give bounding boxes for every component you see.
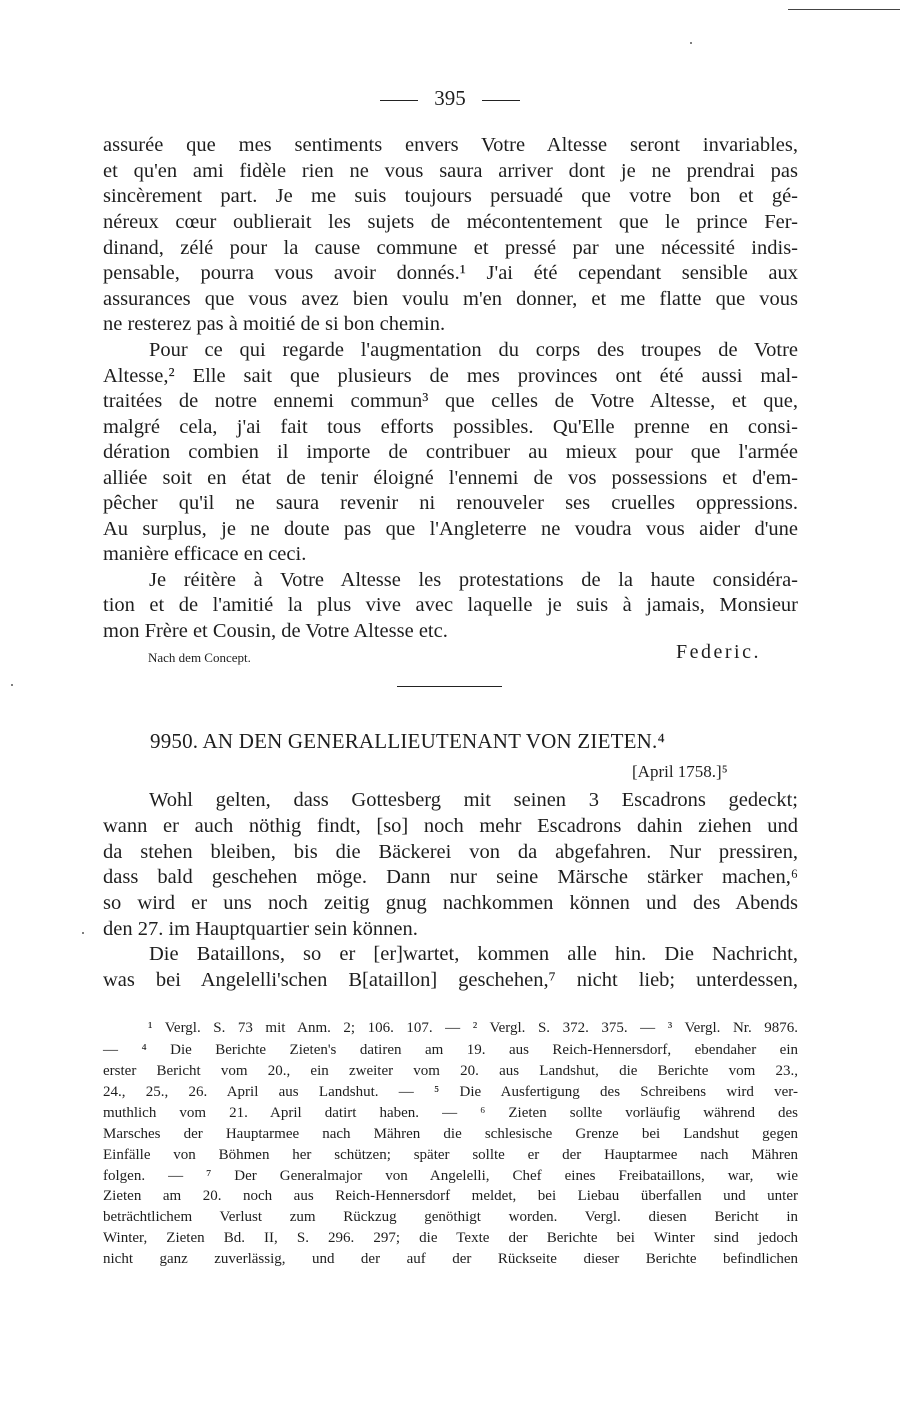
text-line: assurée que mes sentiments envers Votre Altesse seront invariables, — [103, 134, 798, 156]
footnote-line: folgen. — ⁷ Der Generalmajor von Angelelli, Chef eines Freibataillons, war, wie — [103, 1168, 798, 1184]
scan-speck — [690, 42, 692, 44]
text-line: den 27. im Hauptquartier sein können. — [103, 918, 418, 940]
footnote-line: nicht ganz zuverlässig, und der auf der Rückseite dieser Berichte befindlichen — [103, 1251, 798, 1267]
section-divider — [397, 686, 502, 687]
footnote-line: muthlich vom 21. April datirt haben. — ⁶ Zieten sollte vorläufig während des — [103, 1105, 798, 1121]
footnote-line: — ⁴ Die Berichte Zieten's datiren am 19. aus Reich-Hennersdorf, ebendaher ein — [103, 1042, 798, 1058]
text-line: ne resterez pas à moitié de si bon chemin. — [103, 313, 446, 335]
text-line: malgré cela, j'ai fait tous efforts possibles. Qu'Elle prenne en consi- — [103, 416, 798, 438]
footnote-line: Winter, Zieten Bd. II, S. 296. 297; die Texte der Berichte bei Winter sind jedoch — [103, 1230, 798, 1246]
letter-heading: 9950. AN DEN GENERALLIEUTENANT VON ZIETEN.⁴ — [150, 729, 665, 753]
footnote-line: Einfälle von Böhmen her schützen; später sollte er der Hauptarmee nach Mähren — [103, 1147, 798, 1163]
footnote-line: Marsches der Hauptarmee nach Mähren die schlesische Grenze bei Landshut gegen — [103, 1126, 798, 1142]
text-line: néreux cœur oublierait les sujets de mécontentement que le prince Fer- — [103, 211, 798, 233]
source-note: Nach dem Concept. — [148, 650, 251, 665]
footnote-line: beträchtlichem Verlust zum Rückzug genöthigt worden. Vergl. diesen Bericht in — [103, 1209, 798, 1225]
text-line: so wird er uns noch zeitig gnug nachkommen können und des Abends — [103, 892, 798, 914]
text-line: tion et de l'amitié la plus vive avec laquelle je suis à jamais, Monsieur — [103, 594, 798, 616]
text-line: da stehen bleiben, bis die Bäckerei von da abgefahren. Nur pressiren, — [103, 841, 798, 863]
text-line: Altesse,² Elle sait que plusieurs de mes provinces ont été aussi mal- — [103, 365, 798, 387]
page-number-dash-right — [482, 100, 520, 101]
text-line: dération combien il importe de contribuer au mieux pour que l'armée — [103, 441, 798, 463]
text-line: Je réitère à Votre Altesse les protestations de la haute considéra- — [149, 569, 798, 591]
text-line: wann er auch nöthig findt, [so] noch mehr Escadrons dahin ziehen und — [103, 815, 798, 837]
text-line: Pour ce qui regarde l'augmentation du corps des troupes de Votre — [149, 339, 798, 361]
top-edge-rule — [788, 9, 900, 10]
page-number-dash-left — [380, 100, 418, 101]
page-number: 395 — [434, 86, 466, 110]
text-line: traitées de notre ennemi commun³ que celles de Votre Altesse, et que, — [103, 390, 798, 412]
letter-date: [April 1758.]⁵ — [632, 762, 728, 781]
page-number-header — [0, 86, 900, 111]
text-line: mon Frère et Cousin, de Votre Altesse etc. — [103, 620, 448, 642]
text-line: alliée soit en état de tenir éloigné l'ennemi de vos possessions et d'em- — [103, 467, 798, 489]
text-line: Au surplus, je ne doute pas que l'Angleterre ne voudra vous aider d'une — [103, 518, 798, 540]
footnote-line: ¹ Vergl. S. 73 mit Anm. 2; 106. 107. — ² Vergl. S. 372. 375. — ³ Vergl. Nr. 9876. — [148, 1020, 798, 1036]
text-line: dinand, zélé pour la cause commune et pressé par une nécessité indis- — [103, 237, 798, 259]
signature: Federic. — [676, 641, 761, 663]
text-line: Die Bataillons, so er [er]wartet, kommen alle hin. Die Nachricht, — [149, 943, 798, 965]
text-line: et qu'en ami fidèle rien ne vous saura arriver dont je ne prendrai pas — [103, 160, 798, 182]
text-line: pêcher qu'il ne saura revenir ni renouveler ses cruelles oppressions. — [103, 492, 798, 514]
text-line: Wohl gelten, dass Gottesberg mit seinen 3 Escadrons gedeckt; — [149, 789, 798, 811]
text-line: pensable, pourra vous avoir donnés.¹ J'ai été cependant sensible aux — [103, 262, 798, 284]
footnote-line: 24., 25., 26. April aus Landshut. — ⁵ Die Ausfertigung des Schreibens wird ver- — [103, 1084, 798, 1100]
scan-speck — [82, 932, 84, 934]
text-line: assurances que vous avez bien voulu m'en donner, et me flatte que vous — [103, 288, 798, 310]
text-line: manière efficace en ceci. — [103, 543, 307, 565]
scan-speck — [11, 684, 13, 686]
text-line: dass bald geschehen möge. Dann nur seine Märsche stärker machen,⁶ — [103, 866, 798, 888]
text-line: sincèrement part. Je me suis toujours persuadé que votre bon et gé- — [103, 185, 798, 207]
text-line: was bei Angelelli'schen B[ataillon] geschehen,⁷ nicht lieb; unterdessen, — [103, 969, 798, 991]
footnote-line: erster Bericht vom 20., ein zweiter vom 20. aus Landshut, die Berichte vom 23., — [103, 1063, 798, 1079]
footnote-line: Zieten am 20. noch aus Reich-Hennersdorf meldet, bei Liebau überfallen und unter — [103, 1188, 798, 1204]
